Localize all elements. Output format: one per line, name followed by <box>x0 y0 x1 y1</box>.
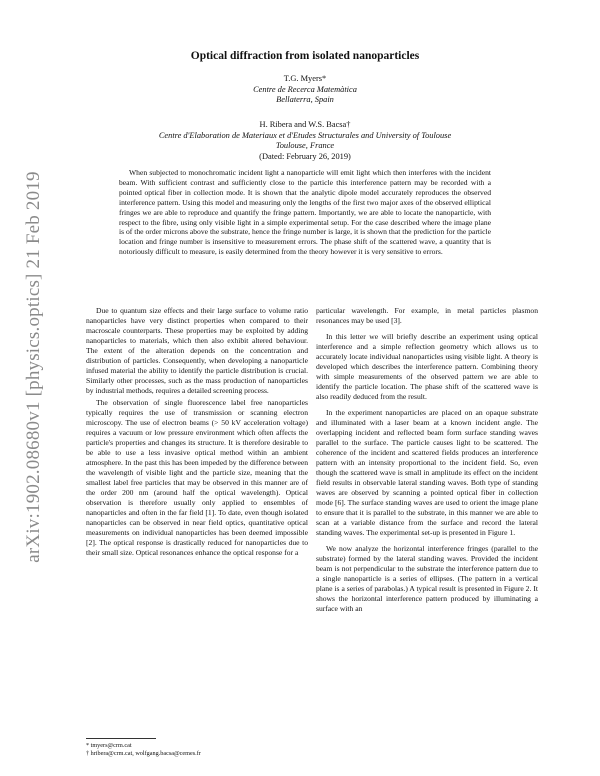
paragraph: We now analyze the horizontal interference fringes (parallel to the substrate) formed by the lateral standing waves. Provided the incident beam is not perpendicular to the substrate the interference pattern due to a single nanoparticle is a series of ellipses. (The pattern in a vertical plane is a series of parabolas.) A typical result is presented in Figure 2. It shows the horizontal interference pattern produced by illuminating a surface with an <box>316 544 538 613</box>
footnote-divider <box>86 738 156 739</box>
author-location: Toulouse, France <box>275 141 335 151</box>
footnote-email: † hribera@crm.cat, wolfgang.bacsa@cemes.fr <box>86 750 201 758</box>
paragraph: Due to quantum size effects and their large surface to volume ratio nanoparticles have very distinct properties when compared to their macroscale counterparts. These properties may be exploited by adding nanoparticles to materials, which then also exhibit altered behaviour. The extent of the alteration depends on the concentration and distribution of particles. Consequently, when developing a nanoparticle infused material the ability to identify the particle distribution is crucial. Similarly other processes, such as the mass production of nanoparticles by industrial methods, requires a detailed screening process. <box>86 306 308 395</box>
abstract: When subjected to monochromatic incident light a nanoparticle will emit light which then interferes with the incident beam. With sufficient contrast and sufficiently close to the particle this interference pattern may be recorded with a pointed optical fiber in collection mode. It is shown that the analytic dipole model accurately reproduces the observed interference pattern. Using this model and measuring only the lengths of the first two major axes of the observed elliptical fringes we are able to reproduce and quantify the fringe pattern. Importantly, we are able to locate the nanoparticle, with respect to the fibre, using only visible light in a simple experimental setup. For the case described where the image plane is of the order microns above the substrate, hence the fringe number is large, it is shown that the prediction for the particle location and fringe number is insensitive to measurement errors. The phase shift of the scattered wave, a quantity that is notoriously difficult to measure, is easily determined from the theory however it is very sensitive to errors. <box>119 168 491 257</box>
paper-title: Optical diffraction from isolated nanoparticles <box>190 50 420 62</box>
paragraph: The observation of single fluorescence label free nanoparticles typically requires the use of transmission or scanning electron microscopy. The use of electron beams (> 50 kV acceleration voltage) requires a vacuum or low pressure environment which often affects the particle's properties and changes its structure. It is therefore desirable to be able to use a less invasive optical method within an ambient atmosphere. In the past this has been impeded by the difference between the wavelength of visible light and the particle size, meaning that the smallest label free particles that may be observed in this manner are of the order 200 nm (around half the optical wavelength). Optical observation is therefore usually only applied to ensembles of nanoparticles and often in the far field [1]. To date, even though isolated nanoparticles can be observed in near field optics, quantitative optical measurements on individual nanoparticles has been deemed impossible [2]. The optical response is drastically reduced for nanoparticles due to their small size. Optical resonances enhance the optical response for a <box>86 398 308 557</box>
footnote-email: * tmyers@crm.cat <box>86 742 132 749</box>
body-column-right <box>316 306 538 614</box>
author-location: Bellaterra, Spain <box>276 95 334 105</box>
dated-line: (Dated: February 26, 2019) <box>259 151 351 161</box>
author-block-2 <box>90 120 520 162</box>
author-name: H. Ribera and W.S. Bacsa† <box>259 120 351 129</box>
paragraph: In this letter we will briefly describe an experiment using optical interference and a simple reflection geometry which allows us to accurately locate individual nanoparticles using visible light. A theory is developed which describes the interference pattern. Combining theory with simple measurements of the observed pattern we are able to identify the particle location. The phase shift of the scattered wave is also readily deduced from the result. <box>316 332 538 401</box>
paragraph: In the experiment nanoparticles are placed on an opaque substrate and illuminated with a laser beam at a known incident angle. The overlapping incident and reflected beam form surface standing waves parallel to the surface. The particle causes light to be scattered. The coherence of the incident and scattered fields produces an interference pattern with an intensity proportional to the incident field. So, even though the scattered wave is small in amplitude its effect on the incident field results in observable lateral standing waves. Both type of standing waves are observed by scanning a pointed optical fiber in collection mode [6]. The surface standing waves are used to orient the image plane to ensure that it is parallel to the substrate, in this manner we are able to scan at a variable distance from the surface and record the lateral standing waves. The experimental set-up is presented in Figure 1. <box>316 408 538 537</box>
body-column-left <box>86 306 308 558</box>
arxiv-identifier-stamp: arXiv:1902.08680v1 [physics.optics] 21 Feb 2019 <box>23 171 44 563</box>
paragraph: particular wavelength. For example, in metal particles plasmon resonances may be used [3]. <box>316 306 538 325</box>
footnotes <box>86 742 308 759</box>
author-affiliation: Centre d'Elaboration de Materiaux et d'Etudes Structurales and University of Toulouse <box>158 130 452 140</box>
author-affiliation: Centre de Recerca Matemàtica <box>253 84 357 94</box>
author-block-1 <box>90 74 520 106</box>
author-name: T.G. Myers* <box>283 74 327 83</box>
